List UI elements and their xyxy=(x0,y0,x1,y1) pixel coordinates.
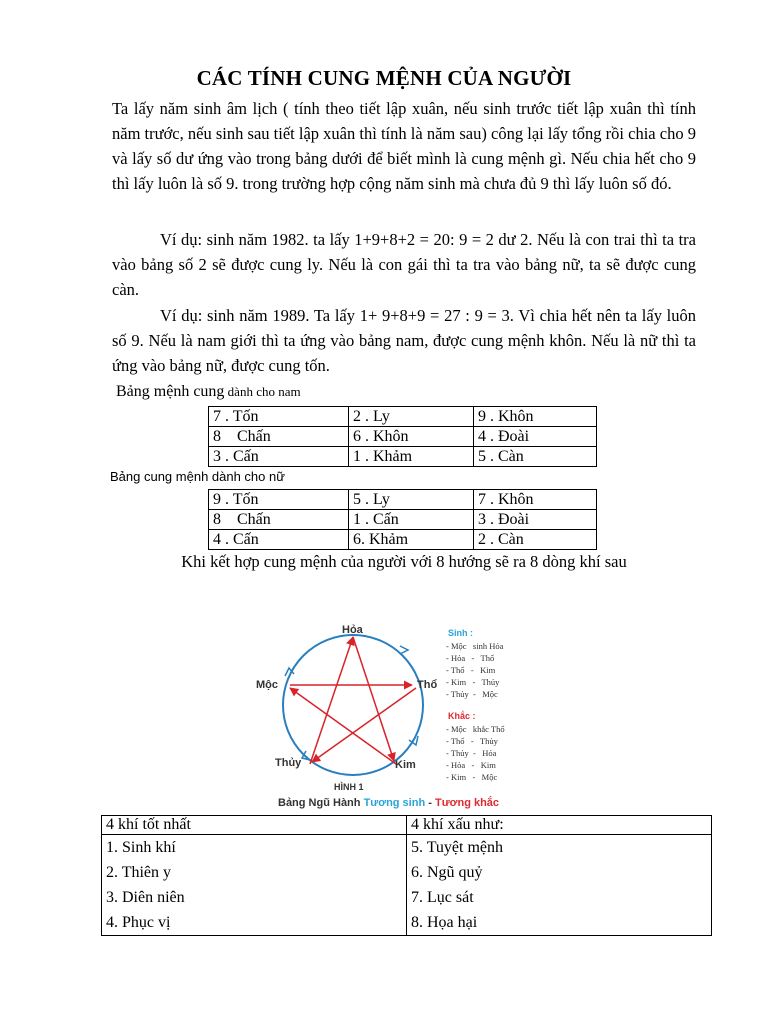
sinh-line: - Thổ - Kim xyxy=(446,665,496,675)
example-2-paragraph: Ví dụ: sinh năm 1989. Ta lấy 1+ 9+8+9 = 27 : 9 = 3. Vì chia hết nên ta lấy luôn số 9. Nếu là nam giới thì ta ứng vào bảng nam, được cung mệnh khôn. Nếu là nữ thì ta ứng vào bảng nữ, được cung tốn. xyxy=(112,306,696,375)
table-row xyxy=(102,885,712,910)
table-cell: 9 . Tốn xyxy=(209,490,349,510)
table-cell: 2 . Ly xyxy=(349,407,474,427)
table-cell: 3 . Đoài xyxy=(474,510,597,530)
diagram-caption-sinh: Tương sinh xyxy=(363,797,426,809)
good-cell: 2. Thiên y xyxy=(102,860,407,885)
label-fire: Hỏa xyxy=(342,624,363,636)
diagram-caption-khac: Tương khắc xyxy=(434,797,500,809)
sinh-line: - Mộc sinh Hỏa xyxy=(446,641,504,651)
table-cell: 6 . Khôn xyxy=(349,427,474,447)
male-table xyxy=(208,406,597,467)
table-cell: 6. Khảm xyxy=(349,530,474,550)
header-good: 4 khí tốt nhất xyxy=(102,816,407,835)
table-cell: 5 . Ly xyxy=(349,490,474,510)
table-row xyxy=(209,447,597,467)
star-line-water-fire xyxy=(310,637,353,764)
table-cell: 3 . Cấn xyxy=(209,447,349,467)
table-header-row xyxy=(102,816,712,835)
star-line-fire-metal xyxy=(353,637,394,761)
label-wood: Mộc xyxy=(256,679,278,691)
table-cell: 4 . Đoài xyxy=(474,427,597,447)
khac-line: - Kim - Mộc xyxy=(446,772,498,782)
ngu-hanh-diagram xyxy=(250,618,540,818)
table-row xyxy=(102,835,712,861)
table-row xyxy=(102,860,712,885)
table-row xyxy=(209,427,597,447)
diagram-caption-sep: - xyxy=(425,797,435,809)
star-line-earth-water xyxy=(312,688,416,762)
table-cell: 1 . Cấn xyxy=(349,510,474,530)
sinh-title: Sinh : xyxy=(448,628,473,638)
table-cell: 2 . Càn xyxy=(474,530,597,550)
khi-table xyxy=(101,815,712,936)
bad-cell: 7. Lục sát xyxy=(407,885,712,910)
combine-text: Khi kết hợp cung mệnh của người với 8 hướng sẽ ra 8 dòng khí sau xyxy=(181,552,627,571)
table-cell: 4 . Cấn xyxy=(209,530,349,550)
female-table xyxy=(208,489,597,550)
sinh-line: - Kim - Thủy xyxy=(446,677,500,687)
table-cell: 8 Chấn xyxy=(209,510,349,530)
khac-line: - Thổ - Thủy xyxy=(446,736,498,746)
sinh-line: - Hỏa - Thổ xyxy=(446,653,495,663)
khac-line: - Thủy - Hỏa xyxy=(446,748,497,758)
bad-cell: 8. Họa hại xyxy=(407,910,712,936)
table-row xyxy=(209,530,597,550)
label-metal: Kim xyxy=(395,759,416,771)
figure-label: HÌNH 1 xyxy=(334,782,364,792)
table-cell: 8 Chấn xyxy=(209,427,349,447)
label-water: Thủy xyxy=(275,757,302,769)
khac-line: - Mộc khắc Thổ xyxy=(446,724,505,734)
male-caption-main: Bảng mệnh cung xyxy=(116,383,225,400)
male-table-caption xyxy=(116,383,301,401)
sinh-line: - Thủy - Mộc xyxy=(446,689,498,699)
good-cell: 1. Sinh khí xyxy=(102,835,407,861)
good-cell: 3. Diên niên xyxy=(102,885,407,910)
table-cell: 1 . Khảm xyxy=(349,447,474,467)
bad-cell: 6. Ngũ quỷ xyxy=(407,860,712,885)
good-cell: 4. Phục vị xyxy=(102,910,407,936)
table-cell: 7 . Khôn xyxy=(474,490,597,510)
table-cell: 9 . Khôn xyxy=(474,407,597,427)
arrow-icon xyxy=(400,646,408,654)
bad-cell: 5. Tuyệt mệnh xyxy=(407,835,712,861)
diagram-caption xyxy=(278,797,499,809)
page-title: CÁC TÍNH CUNG MỆNH CỦA NGƯỜI xyxy=(196,66,572,90)
intro-paragraph: Ta lấy năm sinh âm lịch ( tính theo tiết lập xuân, nếu sinh trước tiết lập xuân thì tính năm trước, nếu sinh sau tiết lập xuân thì tính là năm sau) công lại lấy tổng rồi chia cho 9 và lấy số dư ứng vào trong bảng dưới để biết mình là cung mệnh gì. Nếu chia hết cho 9 thì lấy luôn là số 9. trong trường hợp cộng năm sinh mà chưa đủ 9 thì lấy luôn số đó. xyxy=(112,99,696,193)
diagram-caption-a: Bảng Ngũ Hành xyxy=(278,797,364,809)
table-cell: 7 . Tốn xyxy=(209,407,349,427)
male-caption-small: dành cho nam xyxy=(224,384,301,399)
label-earth: Thổ xyxy=(417,679,438,691)
table-row xyxy=(209,407,597,427)
female-table-caption: Bảng cung mệnh dành cho nữ xyxy=(110,469,285,484)
header-bad: 4 khí xấu như: xyxy=(407,816,712,835)
table-row xyxy=(209,490,597,510)
khac-title: Khắc : xyxy=(448,711,476,721)
example-1-paragraph: Ví dụ: sinh năm 1982. ta lấy 1+9+8+2 = 20: 9 = 2 dư 2. Nếu là con trai thì ta tra vào bảng số 2 sẽ được cung ly. Nếu là con gái thì ta tra vào bảng nữ, ta sẽ được cung càn. xyxy=(112,230,696,299)
table-row xyxy=(209,510,597,530)
table-cell: 5 . Càn xyxy=(474,447,597,467)
table-row xyxy=(102,910,712,936)
khac-line: - Hỏa - Kim xyxy=(446,760,496,770)
